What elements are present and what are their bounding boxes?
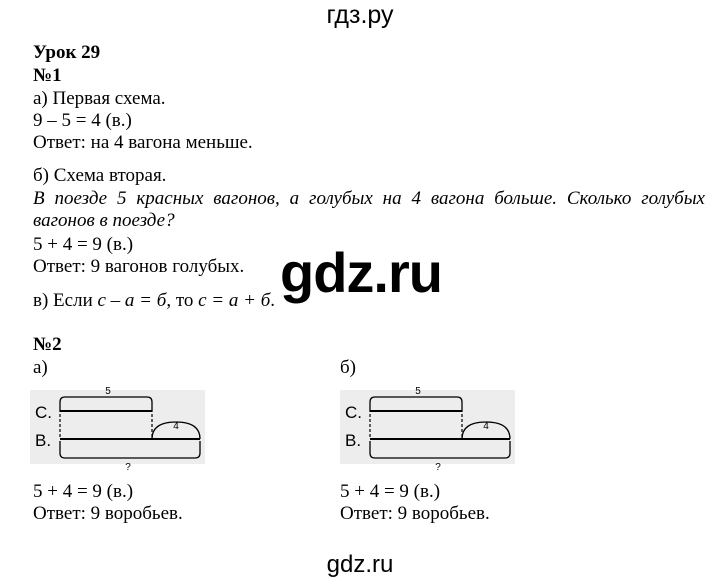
task2-a-label: а) [33,357,48,378]
task1-v-rule [33,290,275,312]
task2-b-solution: 5 + 4 = 9 (в.) [340,481,441,502]
diagram-top-value: 5 [415,386,421,397]
task1-b-heading: б) Схема вторая. [33,165,167,186]
task1-a-answer: Ответ: на 4 вагона меньше. [33,132,253,153]
task1-b-solution: 5 + 4 = 9 (в.) [33,234,134,255]
task1-a-heading: а) Первая схема. [33,88,166,109]
task1-v-expr1: с – а = б [97,290,167,311]
diagram-total: ? [125,462,131,472]
task2-a-diagram [30,380,205,472]
task2-b-label: б) [340,357,356,378]
task2-a-answer: Ответ: 9 воробьев. [33,503,183,524]
diagram-row2-label: В. [345,431,362,450]
task1-v-expr2: с = а + б [198,290,271,311]
task2-number: №2 [33,334,62,355]
task1-a-solution: 9 – 5 = 4 (в.) [33,110,132,131]
diagram-row1-label: С. [345,403,362,422]
task2-b-diagram [340,380,515,472]
diagram-top-value: 5 [105,386,111,397]
diagram-row1-label: С. [35,403,52,422]
lesson-title: Урок 29 [33,42,101,63]
task2-b-answer: Ответ: 9 воробьев. [340,503,490,524]
diagram-total: ? [435,462,441,472]
task1-v-prefix: в) Если [33,290,98,311]
watermark: gdz.ru [280,241,442,304]
site-header: гдз.ру [326,1,394,29]
diagram-row2-label: В. [35,431,52,450]
task1-v-end: . [270,290,276,311]
task1-v-mid: , то [166,290,199,311]
task1-number: №1 [33,65,62,86]
site-footer: gdz.ru [326,551,394,578]
diagram-extra-value: 4 [173,421,179,432]
task1-b-answer: Ответ: 9 вагонов голубых. [33,256,245,277]
task2-a-solution: 5 + 4 = 9 (в.) [33,481,134,502]
task1-b-problem: В поезде 5 красных вагонов, а голубых на 4 вагона больше. Сколько голубых вагонов в поезде? [33,188,705,231]
diagram-extra-value: 4 [483,421,489,432]
